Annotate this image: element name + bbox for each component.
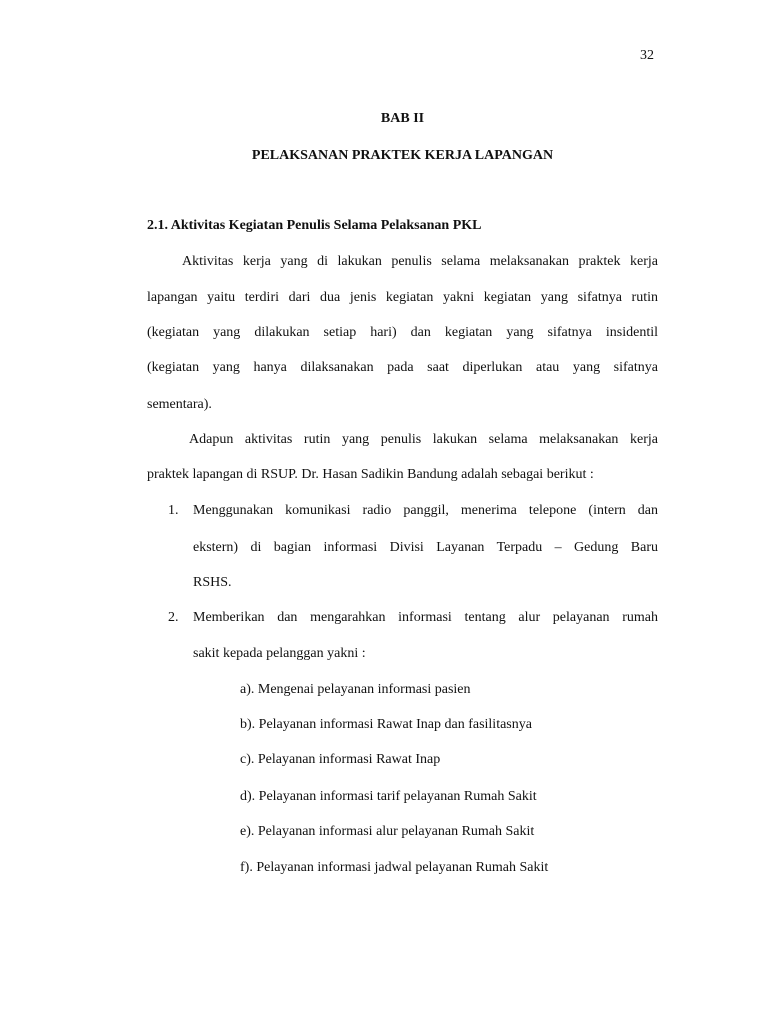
paragraph-line: Aktivitas kerja yang di lakukan penulis selama melaksanakan praktek kerja <box>182 254 658 269</box>
sub-list-item: d). Pelayanan informasi tarif pelayanan Rumah Sakit <box>240 789 537 804</box>
chapter-title: BAB II <box>380 111 425 126</box>
sub-list-item: a). Mengenai pelayanan informasi pasien <box>240 682 471 697</box>
list-item-line: sakit kepada pelanggan yakni : <box>193 646 366 661</box>
paragraph-line: (kegiatan yang dilakukan setiap hari) dan kegiatan yang sifatnya insidentil <box>147 325 658 340</box>
paragraph-line: sementara). <box>147 397 212 412</box>
page-number: 32 <box>640 48 654 63</box>
sub-list-item: f). Pelayanan informasi jadwal pelayanan Rumah Sakit <box>240 860 549 875</box>
sub-list-item: e). Pelayanan informasi alur pelayanan Rumah Sakit <box>240 824 535 839</box>
paragraph-line: lapangan yaitu terdiri dari dua jenis kegiatan yakni kegiatan yang sifatnya rutin <box>147 290 658 305</box>
sub-list-item: c). Pelayanan informasi Rawat Inap <box>240 752 441 767</box>
list-item-line: Menggunakan komunikasi radio panggil, menerima telepone (intern dan <box>193 503 658 518</box>
paragraph-line: praktek lapangan di RSUP. Dr. Hasan Sadikin Bandung adalah sebagai berikut : <box>147 467 594 482</box>
chapter-subtitle: PELAKSANAN PRAKTEK KERJA LAPANGAN <box>251 148 554 163</box>
list-item-line: RSHS. <box>193 575 232 590</box>
paragraph-line: Adapun aktivitas rutin yang penulis lakukan selama melaksanakan kerja <box>189 432 658 447</box>
list-number: 2. <box>168 610 179 625</box>
section-heading: 2.1. Aktivitas Kegiatan Penulis Selama Pelaksanan PKL <box>147 218 482 233</box>
list-item-line: ekstern) di bagian informasi Divisi Layanan Terpadu – Gedung Baru <box>193 540 658 555</box>
sub-list-item: b). Pelayanan informasi Rawat Inap dan fasilitasnya <box>240 717 532 732</box>
list-number: 1. <box>168 503 179 518</box>
paragraph-line: (kegiatan yang hanya dilaksanakan pada saat diperlukan atau yang sifatnya <box>147 360 658 375</box>
list-item-line: Memberikan dan mengarahkan informasi tentang alur pelayanan rumah <box>193 610 658 625</box>
